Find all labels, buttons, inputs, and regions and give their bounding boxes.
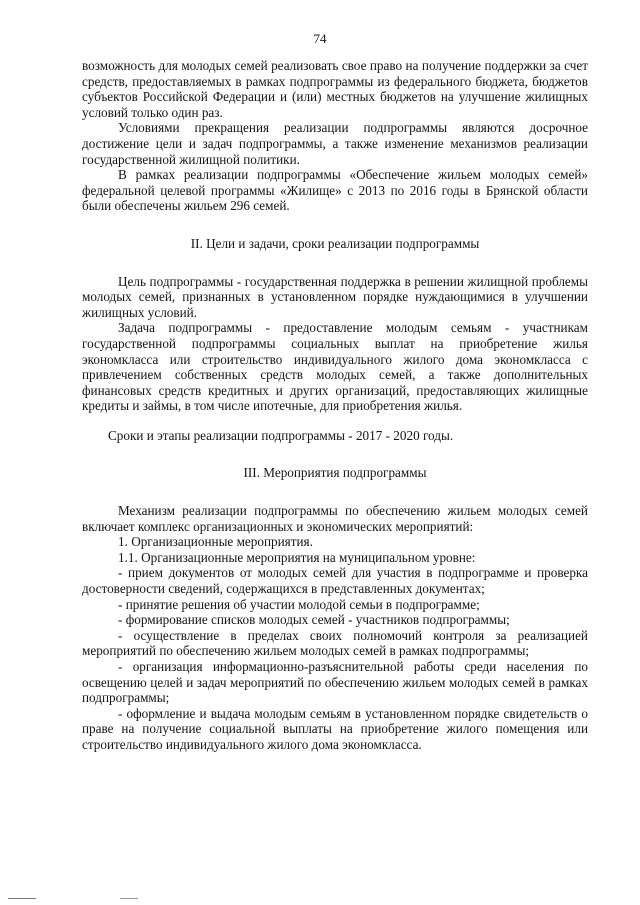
page-body: [82, 58, 588, 753]
goal-paragraph: Цель подпрограммы - государственная поддержка в решении жилищной проблемы молодых семей, признанных в установленном порядке нуждающимися в улучшении жилищных условий.: [82, 273, 588, 320]
item-1-1: 1.1. Организационные мероприятия на муниципальном уровне:: [118, 549, 476, 565]
list-item: - осуществление в пределах своих полномочий контроля за реализацией мероприятий по обеспечению жильем молодых семей в рамках подпрограммы;: [82, 627, 588, 659]
task-paragraph: Задача подпрограммы - предоставление молодым семьям - участникам государственной подпрограммы социальных выплат на приобретение жилья экономкласса или строительство индивидуального жилого дома экономкласса с привлечением собственных средств молодых семей, а также дополнительных финансовых средств кредитных и других организаций, предоставляющих жилищные кредиты и займы, в том числе ипотечные, для приобретения жилья.: [82, 320, 588, 414]
item-1: 1. Организационные мероприятия.: [118, 534, 313, 550]
intro-paragraph-2: Условиями прекращения реализации подпрограммы являются досрочное достижение цели и задач подпрограммы, а также изменение механизмов реализации государственной жилищной политики.: [82, 120, 588, 167]
list-item: - принятие решения об участии молодой семьи в подпрограмме;: [118, 596, 480, 612]
mechanism-paragraph: Механизм реализации подпрограммы по обеспечению жильем молодых семей включает комплекс организационных и экономических мероприятий:: [82, 503, 588, 534]
list-item: - формирование списков молодых семей - участников подпрограммы;: [118, 612, 510, 628]
intro-paragraph-3: В рамках реализации подпрограммы «Обеспечение жильем молодых семей» федеральной целевой программы «Жилище» с 2013 по 2016 годы в Брянской области были обеспечены жильем 296 семей.: [82, 167, 588, 214]
section-3-heading: III. Мероприятия подпрограммы: [243, 465, 427, 481]
section-2-heading: II. Цели и задачи, сроки реализации подпрограммы: [190, 235, 480, 251]
terms-paragraph: Сроки и этапы реализации подпрограммы - 2017 - 2020 годы.: [108, 427, 454, 443]
list-item: - организация информационно-разъяснительной работы среди населения по освещению целей и задач мероприятий по обеспечению жильем молодых семей в рамках подпрограммы;: [82, 659, 588, 706]
scan-artifact-line: [120, 898, 138, 899]
intro-paragraph-1: возможность для молодых семей реализовать свое право на получение поддержки за счет средств, предоставляемых в рамках подпрограммы из федерального бюджета, бюджетов субъектов Российской Федерации и (или) местных бюджетов на улучшение жилищных условий только один раз.: [82, 58, 588, 120]
page-number: 74: [313, 31, 327, 46]
list-item: - оформление и выдача молодым семьям в установленном порядке свидетельств о праве на получение социальной выплаты на приобретение жилого помещения или строительство индивидуального жилого дома экономкласса.: [82, 705, 588, 752]
list-item: - прием документов от молодых семей для участия в подпрограмме и проверка достоверности сведений, содержащихся в представленных документах;: [82, 565, 588, 597]
scan-artifact-line: [8, 898, 36, 899]
